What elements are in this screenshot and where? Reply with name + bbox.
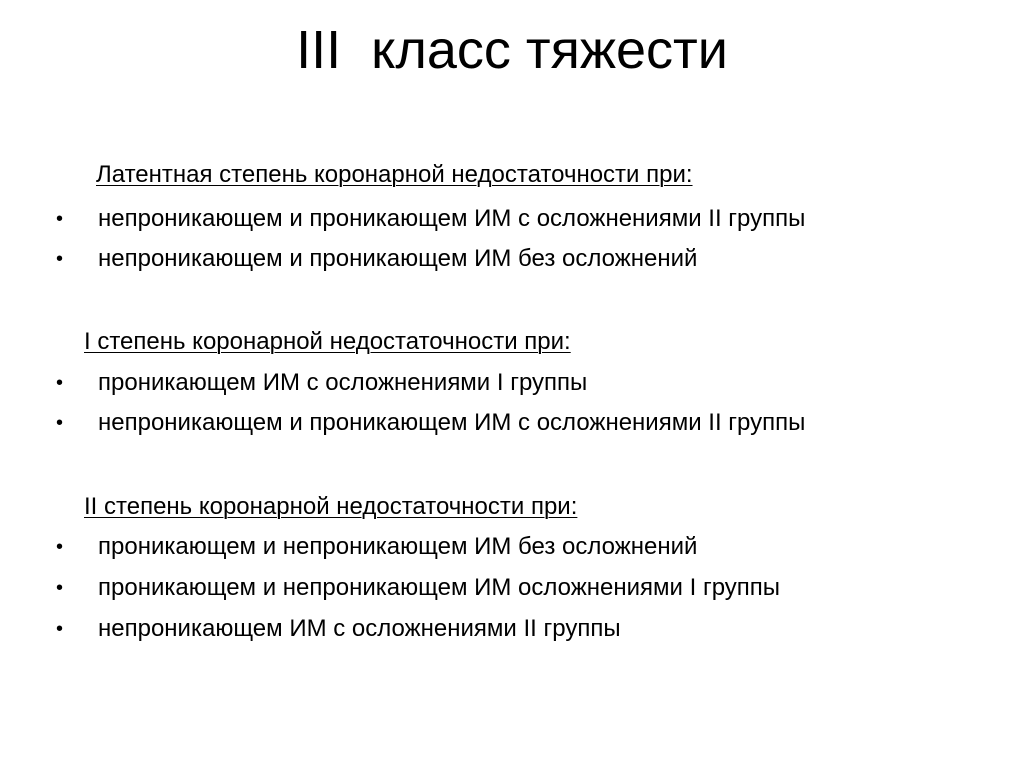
bullet-icon: • (56, 412, 64, 434)
bullet-icon: • (56, 208, 64, 230)
list-item-text: непроникающем и проникающем ИМ с осложнениями II группы (98, 205, 806, 232)
list-item (56, 368, 587, 398)
list-item-text: непроникающем и проникающем ИМ без осложнений (98, 245, 698, 272)
list-item (56, 408, 805, 438)
list-item (56, 532, 697, 562)
bullet-icon: • (56, 372, 64, 394)
bullet-icon: • (56, 248, 64, 270)
list-item-text: проникающем и непроникающем ИМ осложнениями I группы (98, 574, 781, 601)
bullet-icon: • (56, 618, 64, 640)
list-item-text: непроникающем ИМ с осложнениями II группы (98, 615, 621, 642)
bullet-icon: • (56, 577, 64, 599)
list-item-text: проникающем ИМ с осложнениями I группы (98, 369, 588, 396)
bullet-icon: • (56, 536, 64, 558)
list-item (56, 573, 780, 603)
slide-title: III класс тяжести (296, 20, 728, 80)
section-heading-grade-2: II степень коронарной недостаточности при: (84, 493, 578, 520)
list-item (56, 614, 621, 644)
section-heading-latent: Латентная степень коронарной недостаточности при: (96, 161, 693, 188)
list-item-text: непроникающем и проникающем ИМ с осложнениями II группы (98, 409, 806, 436)
list-item-text: проникающем и непроникающем ИМ без осложнений (98, 533, 698, 560)
section-heading-grade-1: I степень коронарной недостаточности при: (84, 328, 571, 355)
list-item (56, 204, 805, 234)
list-item (56, 244, 697, 274)
